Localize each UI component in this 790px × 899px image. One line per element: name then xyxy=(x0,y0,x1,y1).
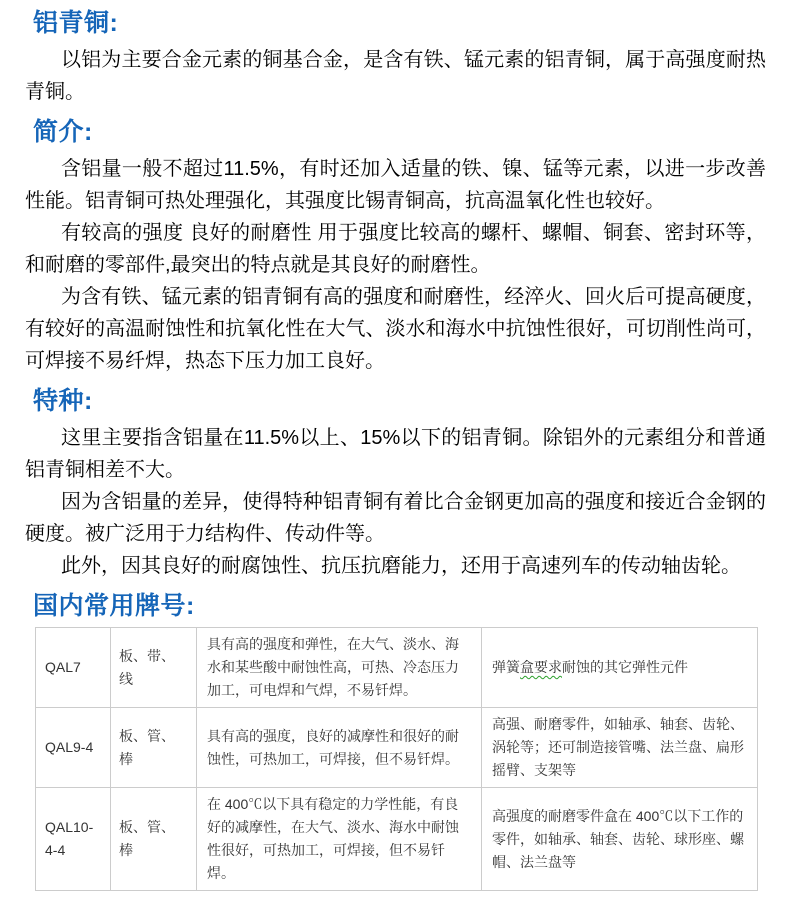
heading-domestic-grades: 国内常用牌号: xyxy=(33,592,195,620)
table-row xyxy=(36,788,758,891)
table-row xyxy=(36,708,758,788)
properties-cell: 具有高的强度，良好的减摩性和很好的耐蚀性，可热加工，可焊接，但不易钎焊。 xyxy=(197,708,482,788)
grade-cell: QAL7 xyxy=(36,628,111,708)
special-paragraph-3: 此外，因其良好的耐腐蚀性、抗压抗磨能力，还用于高速列车的传动轴齿轮。 xyxy=(61,555,741,577)
spellcheck-underline: 盒要求 xyxy=(520,659,562,675)
grade-cell: QAL10-4-4 xyxy=(36,788,111,891)
usage-text-prefix: 弹簧 xyxy=(492,659,520,675)
heading-alu-bronze: 铝青铜: xyxy=(33,9,119,37)
lead-paragraph: 以铝为主要合金元素的铜基合金，是含有铁、锰元素的铝青铜，属于高强度耐热青铜。 xyxy=(25,49,766,103)
usage-cell: 高强度的耐磨零件盒在 400℃以下工作的零件，如轴承、轴套、齿轮、球形座、螺帽、法兰盘等 xyxy=(482,788,758,891)
grade-cell: QAL9-4 xyxy=(36,708,111,788)
special-paragraph-2: 因为含铝量的差异，使得特种铝青铜有着比合金钢更加高的强度和接近合金钢的硬度。被广泛用于力结构件、传动件等。 xyxy=(25,491,766,545)
forms-cell: 板、管、棒 xyxy=(111,788,197,891)
properties-cell: 具有高的强度和弹性，在大气、淡水、海水和某些酸中耐蚀性高，可热、冷态压力加工，可电焊和气焊，不易钎焊。 xyxy=(197,628,482,708)
grades-table xyxy=(35,627,758,891)
usage-cell xyxy=(482,628,758,708)
usage-text-suffix: 耐蚀的其它弹性元件 xyxy=(562,659,688,675)
table-row xyxy=(36,628,758,708)
forms-cell: 板、带、线 xyxy=(111,628,197,708)
special-paragraph-1: 这里主要指含铝量在11.5%以上、15%以下的铝青铜。除铝外的元素组分和普通铝青铜相差不大。 xyxy=(25,427,766,481)
intro-paragraph-2: 有较高的强度 良好的耐磨性 用于强度比较高的螺杆、螺帽、铜套、密封环等，和耐磨的零部件,最突出的特点就是其良好的耐磨性。 xyxy=(25,222,766,276)
intro-paragraph-1: 含铝量一般不超过11.5%，有时还加入适量的铁、镍、锰等元素，以进一步改善性能。铝青铜可热处理强化，其强度比锡青铜高，抗高温氧化性也较好。 xyxy=(25,158,766,212)
usage-cell: 高强、耐磨零件，如轴承、轴套、齿轮、涡轮等；还可制造接管嘴、法兰盘、扁形摇臂、支架等 xyxy=(482,708,758,788)
forms-cell: 板、管、棒 xyxy=(111,708,197,788)
properties-cell: 在 400℃以下具有稳定的力学性能，有良好的减摩性，在大气、淡水、海水中耐蚀性很好，可热加工，可焊接，但不易钎焊。 xyxy=(197,788,482,891)
intro-paragraph-3: 为含有铁、锰元素的铝青铜有高的强度和耐磨性，经淬火、回火后可提高硬度，有较好的高温耐蚀性和抗氧化性在大气、淡水和海水中抗蚀性很好，可切削性尚可，可焊接不易纤焊，热态下压力加工良好。 xyxy=(25,286,766,372)
heading-intro: 简介: xyxy=(33,118,93,146)
heading-special: 特种: xyxy=(33,387,93,415)
